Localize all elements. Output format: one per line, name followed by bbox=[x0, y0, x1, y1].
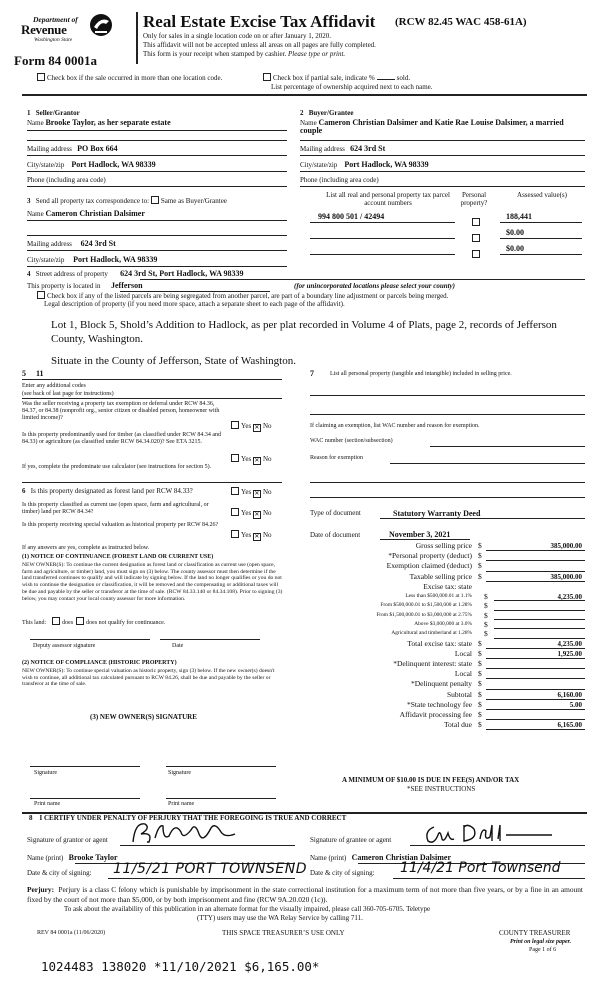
grantee-signature[interactable] bbox=[420, 819, 560, 847]
yes-note: If any answers are yes, complete as instructed below. bbox=[22, 545, 150, 551]
dollar-sign: $ bbox=[484, 592, 488, 601]
seller-city-row: City/state/zip Port Hadlock, WA 98339 bbox=[27, 160, 156, 169]
grantor-sig-label: Signature of grantor or agent bbox=[27, 836, 108, 844]
grantor-name-row: Name (print) Brooke Taylor bbox=[27, 853, 118, 862]
no-checkbox[interactable]: ✕ bbox=[254, 425, 260, 431]
form-revision: REV 84 0001a (11/06/2020) bbox=[37, 930, 106, 936]
new-owner-sig-title: (3) NEW OWNER(S) SIGNATURE bbox=[90, 713, 197, 721]
buyer-name[interactable]: Cameron Christian Dalsimer and Katie Rae Louise Dalsimer, a married couple bbox=[300, 118, 564, 135]
see-instructions: *SEE INSTRUCTIONS bbox=[407, 785, 476, 793]
doc-date-label: Date of document bbox=[310, 531, 361, 539]
dollar-sign: $ bbox=[478, 658, 482, 668]
no-checkbox[interactable]: ✕ bbox=[254, 458, 260, 464]
header-note-2: This affidavit will not be accepted unless all areas on all pages are fully completed. bbox=[143, 41, 376, 49]
tax-row-value[interactable]: 4,235.00 bbox=[557, 639, 582, 648]
tax-row-value[interactable]: 6,160.00 bbox=[557, 690, 582, 699]
dollar-sign: $ bbox=[478, 571, 482, 581]
continuance-title: (1) NOTICE OF CONTINUANCE (FOREST LAND OR CURRENT USE) bbox=[22, 554, 214, 560]
legal-desc-label: Legal description of property (if you need more space, attach a separate sheet to each page of the affidavit). bbox=[44, 300, 345, 308]
does-checkbox[interactable] bbox=[52, 617, 60, 625]
tax-row-value[interactable]: 6,165.00 bbox=[557, 721, 582, 730]
tax-row-label: Excise tax: state bbox=[423, 581, 472, 591]
historic-body: NEW OWNER(S): To continue special valuation as historic property, sign (3) below. If the new owner(s) doesn't wish to continue, all additional tax calculated pursuant to RCW 84.26, shall be due and payable by the seller or transferor at the time of sale. bbox=[22, 668, 275, 688]
tax-row-label: Total excise tax: state bbox=[407, 638, 472, 648]
seller-mail[interactable]: PO Box 664 bbox=[77, 144, 118, 153]
personal-property-label: List all personal property (tangible and intangible) included in selling price. bbox=[330, 371, 512, 377]
dollar-sign: $ bbox=[478, 551, 482, 561]
q-current-use: Is this property classified as current use (open space, farm and agricultural, or timber) land per RCW 84.34? bbox=[22, 502, 209, 515]
assessor-date-label: Date bbox=[172, 643, 184, 649]
timber-note: If yes, complete the predominate use calculator (see instructions for section 5). bbox=[22, 464, 212, 470]
dollar-sign: $ bbox=[478, 561, 482, 571]
grantee-date-city[interactable]: 11/4/21 Port Townsend bbox=[400, 860, 561, 876]
historic-title: (2) NOTICE OF COMPLIANCE (HISTORIC PROPERTY) bbox=[22, 660, 177, 666]
buyer-heading: 2 Buyer/Grantee bbox=[300, 109, 354, 117]
grantee-date-label: Date & city of signing: bbox=[310, 869, 375, 877]
dollar-sign: $ bbox=[478, 699, 482, 709]
tax-row-label: Exemption claimed (deduct) bbox=[386, 561, 472, 571]
dor-emblem-icon bbox=[88, 12, 114, 38]
dollar-sign: $ bbox=[478, 709, 482, 719]
buyer-mail[interactable]: 624 3rd St bbox=[350, 144, 386, 153]
doc-type[interactable]: Statutory Warranty Deed bbox=[393, 509, 481, 518]
tax-row-label: Above $3,000,000 at 3.0% bbox=[414, 620, 472, 627]
additional-code[interactable]: 11 bbox=[36, 369, 44, 378]
form-title-ref: (RCW 82.45 WAC 458-61A) bbox=[395, 16, 527, 28]
percent-list-note: List percentage of ownership acquired next to each name. bbox=[271, 83, 433, 91]
continuance-body: NEW OWNER(S): To continue the current designation as forest land or classification as current use (open space, farm and agriculture, or timber) land, you must sign on (3) below. The county assessor must then determine if the land transferred continues to qualify and will indicate by signing below. If the land no longer qualifies or you do not wish to continue the designation or classification, it will be removed and the compensating or additional taxes will be due and payable by the seller or transferor at the time of sale. (RCW 84.33.140 or 84.34.108). Prior to signing (3) below, you may contact your local county assessor for more information. bbox=[22, 562, 283, 602]
owner-sig-label-1: Signature bbox=[34, 770, 57, 776]
buyer-name-row: Name Cameron Christian Dalsimer and Katie Rae Louise Dalsimer, a married couple bbox=[300, 118, 564, 135]
grantor-date-label: Date & city of signing: bbox=[27, 869, 92, 877]
tax-row-label: Taxable selling price bbox=[409, 571, 472, 581]
multi-location-row: Check box if the sale occurred in more than one location code. bbox=[37, 73, 222, 82]
dollar-sign: $ bbox=[478, 679, 482, 689]
owner-print-label-2: Print name bbox=[168, 801, 195, 807]
owner-print-label-1: Print name bbox=[34, 801, 61, 807]
dollar-sign: $ bbox=[478, 638, 482, 648]
minimum-note: A MINIMUM OF $10.00 IS DUE IN FEE(S) AND/OR TAX bbox=[342, 776, 520, 784]
tax-row-value[interactable]: 385,000.00 bbox=[550, 542, 582, 550]
this-land-row: This land: does does not qualify for continuance. bbox=[22, 617, 165, 627]
assessed-value[interactable]: 188,441 bbox=[506, 212, 532, 221]
treasurer-stamp: 1024483 138020 *11/10/2021 $6,165.00* bbox=[41, 959, 320, 974]
relay-line-2: (TTY) users may use the WA Relay Service by calling 711. bbox=[197, 914, 363, 922]
parcel-col-header: List all real and personal property tax parcel account numbers bbox=[326, 191, 450, 207]
tax-row-label: Local bbox=[454, 648, 472, 658]
yes-checkbox[interactable] bbox=[231, 508, 239, 516]
dollar-sign: $ bbox=[478, 689, 482, 699]
page-number: Page 1 of 6 bbox=[529, 947, 557, 953]
exemption-label: If claiming an exemption, list WAC number and reason for exemption. bbox=[310, 423, 480, 429]
tax-row-label: Total due bbox=[443, 720, 472, 730]
seller-name[interactable]: Brooke Taylor, as her separate estate bbox=[45, 118, 171, 127]
treasurer-use: THIS SPACE TREASURER’S USE ONLY bbox=[222, 929, 345, 937]
yes-checkbox[interactable] bbox=[231, 421, 239, 429]
owner-sig-label-2: Signature bbox=[168, 770, 191, 776]
grantor-signature[interactable] bbox=[125, 818, 255, 848]
no-checkbox[interactable]: ✕ bbox=[254, 534, 260, 540]
grantee-print-name[interactable]: Cameron Christian Dalsimer bbox=[351, 853, 452, 862]
partial-sale-row: Check box if partial sale, indicate % sold. bbox=[263, 73, 410, 82]
does-not-checkbox[interactable] bbox=[76, 617, 84, 625]
personal-col-header: Personal property? bbox=[460, 191, 488, 207]
yesno-timber: Yes ✕ No bbox=[231, 454, 272, 465]
tax-row-value[interactable]: 5.00 bbox=[569, 700, 582, 709]
seller-heading: 1 Seller/Grantor bbox=[27, 109, 80, 117]
agency-line3: Washington State bbox=[34, 37, 73, 43]
tax-row-label: From $500,000.01 to $1,500,000 at 1.28% bbox=[380, 602, 472, 609]
buyer-city[interactable]: Port Hadlock, WA 98339 bbox=[344, 160, 429, 169]
tax-row-label: Gross selling price bbox=[415, 541, 472, 550]
dollar-sign: $ bbox=[478, 541, 482, 550]
no-checkbox[interactable]: ✕ bbox=[254, 491, 260, 497]
grantee-sig-label: Signature of grantee or agent bbox=[310, 836, 392, 844]
codes-note: (see back of last page for instructions) bbox=[22, 391, 114, 397]
grantor-date-city[interactable]: 11/5/21 PORT TOWNSEND bbox=[113, 861, 307, 877]
corr-city-row: City/state/zip Port Hadlock, WA 98339 bbox=[27, 255, 158, 264]
perjury-notice: Perjury: Perjury is a class C felony which is punishable by imprisonment in the state correctional institution for a maximum term of not more than five years, or by a fine in an amount fixed by the court of not more than $5,000, or by both imprisonment and fine (RCW 9A.20.020 (1c)). bbox=[27, 885, 583, 904]
address-row: 4 Street address of property 624 3rd St, Port Hadlock, WA 98339 bbox=[27, 269, 244, 278]
header-note-1: Only for sales in a single location code on or after January 1, 2020. bbox=[143, 32, 331, 40]
county-treasurer: COUNTY TREASURER bbox=[499, 929, 571, 937]
assessed-value[interactable]: $0.00 bbox=[506, 244, 524, 253]
yes-checkbox[interactable] bbox=[231, 454, 239, 462]
tax-row-label: Subtotal bbox=[446, 689, 472, 699]
dollar-sign: $ bbox=[484, 610, 488, 620]
property-address[interactable]: 624 3rd St, Port Hadlock, WA 98339 bbox=[120, 269, 244, 278]
corr-city[interactable]: Port Hadlock, WA 98339 bbox=[73, 255, 158, 264]
tax-row-label: Affidavit processing fee bbox=[399, 709, 472, 719]
same-as-buyer-checkbox[interactable] bbox=[151, 196, 159, 204]
seller-city[interactable]: Port Hadlock, WA 98339 bbox=[71, 160, 156, 169]
buyer-mail-row: Mailing address 624 3rd St bbox=[300, 144, 386, 153]
partial-sale-checkbox[interactable] bbox=[263, 73, 271, 81]
tax-row-value[interactable]: 385,000.00 bbox=[550, 572, 582, 581]
reason-label: Reason for exemption bbox=[310, 455, 363, 461]
tax-row-value[interactable]: 1,925.00 bbox=[557, 649, 582, 658]
section7-num: 7 bbox=[310, 369, 314, 378]
certify-statement: 8 I CERTIFY UNDER PENALTY OF PERJURY THAT THE FOREGOING IS TRUE AND CORRECT bbox=[29, 814, 347, 822]
grantor-print-name[interactable]: Brooke Taylor bbox=[68, 853, 118, 862]
dollar-sign: $ bbox=[484, 601, 488, 611]
assessed-value[interactable]: $0.00 bbox=[506, 228, 524, 237]
agency-line2: Revenue bbox=[21, 22, 67, 37]
legal-paper-note: Print on legal size paper. bbox=[510, 939, 572, 945]
dollar-sign: $ bbox=[478, 669, 482, 679]
form-number: Form 84 0001a bbox=[14, 53, 98, 68]
corr-mail-row: Mailing address 624 3rd St bbox=[27, 239, 116, 248]
doc-type-label: Type of document bbox=[310, 509, 361, 517]
tax-row-label: *State technology fee bbox=[407, 699, 472, 709]
seller-mail-row: Mailing address PO Box 664 bbox=[27, 144, 118, 153]
tax-row-label: *Personal property (deduct) bbox=[388, 551, 472, 561]
q-historic: Is this property receiving special valuation as historical property per RCW 84.26? bbox=[22, 522, 219, 528]
corr-name-row: Name Cameron Christian Dalsimer bbox=[27, 209, 145, 218]
corr-name[interactable]: Cameron Christian Dalsimer bbox=[45, 209, 145, 218]
personal-property-checkbox[interactable] bbox=[472, 244, 482, 262]
property-county[interactable]: Jefferson bbox=[110, 281, 143, 290]
seller-phone-label: Phone (including area code) bbox=[27, 176, 106, 184]
tax-row-label: Local bbox=[454, 669, 472, 679]
form-title: Real Estate Excise Tax Affidavit bbox=[143, 12, 376, 31]
tax-row-label: *Delinquent penalty bbox=[410, 679, 472, 689]
relay-line-1: To ask about the availability of this publication in an alternate format for the visually impaired, please call 360-705-6705. Teletype bbox=[64, 905, 431, 913]
wac-label: WAC number (section/subsection) bbox=[310, 438, 393, 444]
tax-row-label: Less than $500,000.01 at 1.1% bbox=[405, 593, 472, 599]
section5-row: 5 11 bbox=[22, 369, 44, 378]
seller-name-row: Name Brooke Taylor, as her separate estate bbox=[27, 118, 171, 127]
header-note-3: This form is your receipt when stamped by cashier. Please type or print. bbox=[143, 50, 346, 58]
assessor-sig-label: Deputy assessor signature bbox=[33, 643, 96, 649]
agency-line1: Department of bbox=[33, 15, 78, 24]
yesno-historic: Yes ✕ No bbox=[231, 530, 272, 541]
tax-row-value[interactable]: 4,235.00 bbox=[557, 593, 582, 601]
tax-row-label: From $1,500,000.01 to $3,000,000 at 2.75% bbox=[376, 611, 472, 618]
tax-row-label: Agricultural and timberland at 1.28% bbox=[391, 630, 472, 637]
q-timber: Is this property predominantly used for timber (as classified under RCW 84.34 and 84.33) or agriculture (as classified under RCW 84.34.020)? See ETA 3215. bbox=[22, 432, 222, 445]
dollar-sign: $ bbox=[478, 720, 482, 730]
yesno-current-use: Yes ✕ No bbox=[231, 508, 272, 519]
q-forest-row: 6 Is this property designated as forest land per RCW 84.33? bbox=[22, 487, 193, 495]
grantee-name-row: Name (print) Cameron Christian Dalsimer bbox=[310, 853, 452, 862]
assessed-col-header: Assessed value(s) bbox=[517, 191, 567, 199]
dollar-sign: $ bbox=[484, 629, 488, 639]
yesno-exemption: Yes ✕ No bbox=[231, 421, 272, 432]
buyer-phone-label: Phone (including area code) bbox=[300, 176, 379, 184]
yes-checkbox[interactable] bbox=[231, 530, 239, 538]
segregated-row: Check box if any of the listed parcels are being segregated from another parcel, are part of a boundary line adjustment or parcels being merged. bbox=[37, 291, 448, 300]
codes-label: Enter any additional codes bbox=[22, 383, 86, 389]
segregated-checkbox[interactable] bbox=[37, 291, 45, 299]
parcel-number[interactable]: 994 800 501 / 42494 bbox=[318, 212, 385, 221]
no-checkbox[interactable]: ✕ bbox=[254, 512, 260, 518]
buyer-city-row: City/state/zip Port Hadlock, WA 98339 bbox=[300, 160, 429, 169]
yes-checkbox[interactable] bbox=[231, 487, 239, 495]
q-exemption: Was the seller receiving a property tax exemption or deferral under RCW 84.36, 84.37, or 84.38 (nonprofit org., senior citizen or disabled person, homeowner with limited income)? bbox=[22, 401, 220, 421]
legal-description[interactable]: Lot 1, Block 5, Shold’s Addition to Hadlock, as per plat recorded in Volume 4 of Plats, page 2, records of Jefferson County, Washington. bbox=[51, 319, 557, 345]
yesno-forest: Yes ✕ No bbox=[231, 487, 272, 498]
dollar-sign: $ bbox=[484, 619, 488, 629]
doc-date[interactable]: November 3, 2021 bbox=[389, 530, 451, 539]
corr-mail[interactable]: 624 3rd St bbox=[80, 239, 116, 248]
tax-row-label: *Delinquent interest: state bbox=[393, 658, 472, 668]
correspondence-heading: 3 Send all property tax correspondence to: Same as Buyer/Grantee bbox=[27, 197, 227, 205]
located-note: (for unincorporated locations please select your county) bbox=[294, 282, 455, 290]
dollar-sign: $ bbox=[478, 648, 482, 658]
legal-description-situate[interactable]: Situate in the County of Jefferson, State of Washington. bbox=[51, 355, 296, 367]
located-row: This property is located in Jefferson bbox=[27, 281, 143, 290]
multi-location-checkbox[interactable] bbox=[37, 73, 45, 81]
